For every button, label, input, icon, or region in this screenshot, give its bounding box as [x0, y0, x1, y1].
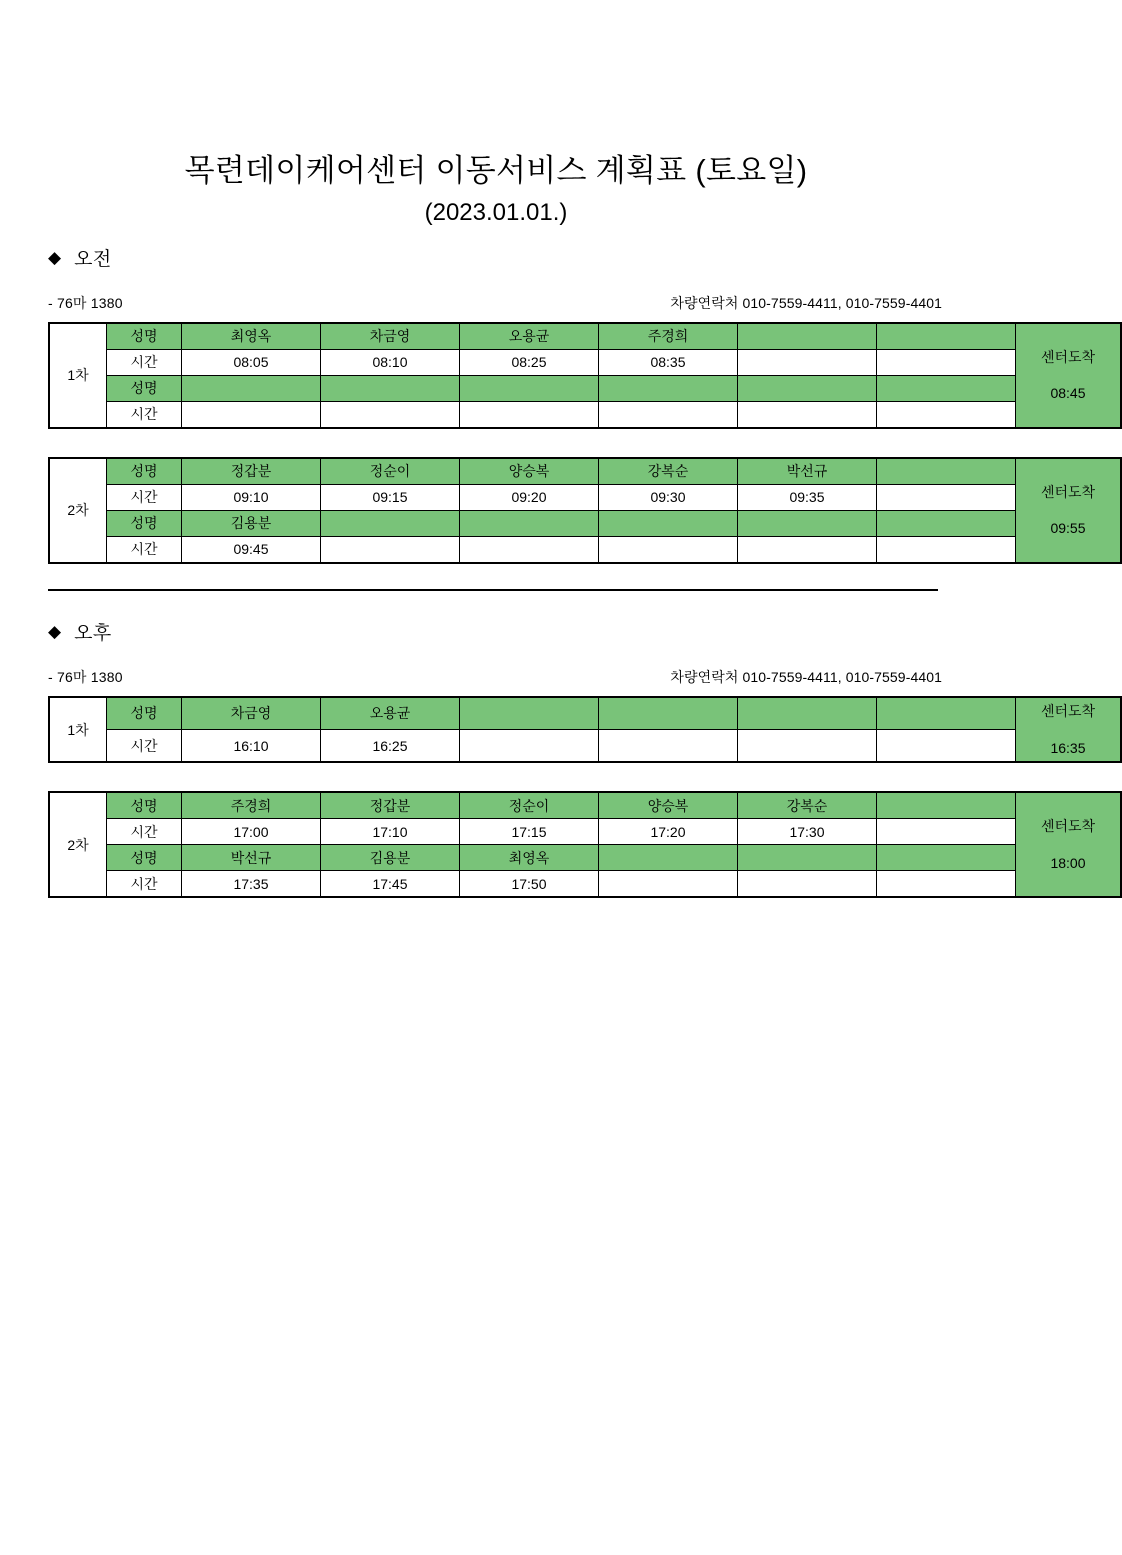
pickup-time-cell: 09:15 [321, 484, 460, 510]
arrival-time: 18:00 [1050, 854, 1086, 871]
pickup-time-cell: 09:45 [182, 536, 321, 563]
table-row [49, 845, 1121, 871]
passenger-name-cell [460, 375, 599, 401]
passenger-name-cell [877, 845, 1016, 871]
passenger-name-cell: 김용분 [182, 510, 321, 536]
sections-container [0, 244, 1096, 898]
title-block [0, 152, 992, 228]
passenger-name-cell [738, 323, 877, 350]
pickup-time-cell [182, 401, 321, 428]
passenger-name-cell: 박선규 [738, 458, 877, 485]
passenger-name-cell: 오용균 [460, 323, 599, 350]
table-row [49, 323, 1121, 350]
pickup-time-cell [321, 401, 460, 428]
schedule-table-morning-trip1 [48, 322, 1122, 429]
trip-label: 1차 [49, 697, 107, 762]
center-arrival-cell [1016, 323, 1122, 428]
pickup-time-cell [877, 349, 1016, 375]
passenger-name-cell [738, 697, 877, 730]
pickup-time-cell [599, 401, 738, 428]
vehicle-info-row [48, 667, 944, 687]
pickup-time-cell: 17:15 [460, 819, 599, 845]
row-header-time: 시간 [107, 871, 182, 898]
passenger-name-cell: 박선규 [182, 845, 321, 871]
pickup-time-cell [599, 871, 738, 898]
passenger-name-cell [877, 697, 1016, 730]
table-row [49, 697, 1121, 730]
center-arrival-cell [1016, 792, 1122, 897]
divider-wrapper [0, 589, 992, 618]
table-row [49, 536, 1121, 563]
passenger-name-cell: 최영옥 [182, 323, 321, 350]
pickup-time-cell: 09:10 [182, 484, 321, 510]
row-header-name: 성명 [107, 792, 182, 819]
document-page [0, 152, 1096, 1555]
pickup-time-cell: 09:30 [599, 484, 738, 510]
passenger-name-cell: 강복순 [738, 792, 877, 819]
pickup-time-cell: 09:20 [460, 484, 599, 510]
passenger-name-cell: 양승복 [599, 792, 738, 819]
center-arrival-cell [1016, 458, 1122, 563]
arrival-label: 센터도착 [1040, 348, 1096, 365]
pickup-time-cell [738, 401, 877, 428]
pickup-time-cell [877, 730, 1016, 763]
vehicle-info-row [48, 293, 944, 313]
pickup-time-cell [877, 484, 1016, 510]
passenger-name-cell: 최영옥 [460, 845, 599, 871]
pickup-time-cell [460, 730, 599, 763]
row-header-time: 시간 [107, 349, 182, 375]
trip-label: 2차 [49, 458, 107, 563]
page-title: 목련데이케어센터 이동서비스 계획표 (토요일) [184, 153, 808, 188]
arrival-inner [1018, 344, 1118, 407]
table-row [49, 871, 1121, 898]
arrival-time: 09:55 [1050, 520, 1086, 537]
pickup-time-cell: 17:30 [738, 819, 877, 845]
passenger-name-cell [182, 375, 321, 401]
pickup-time-cell: 17:50 [460, 871, 599, 898]
schedule-table-afternoon-trip1 [48, 696, 1122, 763]
pickup-time-cell [738, 349, 877, 375]
arrival-label: 센터도착 [1040, 702, 1096, 719]
passenger-name-cell [599, 697, 738, 730]
pickup-time-cell [738, 871, 877, 898]
section-morning [0, 244, 1096, 564]
passenger-name-cell: 오용균 [321, 697, 460, 730]
table-row [49, 792, 1121, 819]
pickup-time-cell [599, 536, 738, 563]
section-heading-morning [48, 244, 944, 271]
row-header-time: 시간 [107, 730, 182, 763]
spacer [48, 591, 944, 618]
pickup-time-cell [738, 730, 877, 763]
pickup-time-cell [321, 536, 460, 563]
row-header-time: 시간 [107, 484, 182, 510]
arrival-inner [1018, 698, 1118, 761]
passenger-name-cell: 양승복 [460, 458, 599, 485]
arrival-time: 08:45 [1050, 385, 1086, 402]
table-row [49, 349, 1121, 375]
passenger-name-cell: 정갑분 [321, 792, 460, 819]
pickup-time-cell [877, 536, 1016, 563]
row-header-name: 성명 [107, 510, 182, 536]
row-header-time: 시간 [107, 536, 182, 563]
pickup-time-cell [877, 819, 1016, 845]
table-row [49, 458, 1121, 485]
passenger-name-cell: 차금영 [182, 697, 321, 730]
row-header-name: 성명 [107, 323, 182, 350]
passenger-name-cell: 정순이 [321, 458, 460, 485]
diamond-bullet-icon: ◆ [48, 247, 62, 267]
passenger-name-cell [877, 458, 1016, 485]
pickup-time-cell [460, 401, 599, 428]
vehicle-contact-phone: 차량연락처 010-7559-4411, 010-7559-4401 [670, 668, 942, 685]
schedule-table-afternoon-trip2 [48, 791, 1122, 898]
pickup-time-cell: 17:00 [182, 819, 321, 845]
pickup-time-cell: 08:25 [460, 349, 599, 375]
trip-label: 2차 [49, 792, 107, 897]
passenger-name-cell: 주경희 [599, 323, 738, 350]
center-arrival-cell [1016, 697, 1122, 762]
table-row [49, 510, 1121, 536]
pickup-time-cell: 08:35 [599, 349, 738, 375]
passenger-name-cell: 강복순 [599, 458, 738, 485]
row-header-time: 시간 [107, 819, 182, 845]
passenger-name-cell [877, 375, 1016, 401]
passenger-name-cell [738, 510, 877, 536]
passenger-name-cell [877, 323, 1016, 350]
table-gap [48, 429, 944, 448]
passenger-name-cell [599, 375, 738, 401]
pickup-time-cell: 08:10 [321, 349, 460, 375]
schedule-table-morning-trip2 [48, 457, 1122, 564]
spacer [0, 228, 992, 244]
pickup-time-cell: 17:20 [599, 819, 738, 845]
arrival-inner [1018, 813, 1118, 876]
section-heading-label: 오후 [74, 622, 112, 644]
arrival-label: 센터도착 [1040, 818, 1096, 835]
pickup-time-cell: 16:10 [182, 730, 321, 763]
arrival-label: 센터도착 [1040, 483, 1096, 500]
vehicle-plate-number: - 76마 1380 [48, 668, 123, 685]
arrival-time: 16:35 [1050, 739, 1086, 756]
table-row [49, 819, 1121, 845]
table-row [49, 375, 1121, 401]
table-gap [48, 763, 944, 782]
passenger-name-cell [321, 510, 460, 536]
passenger-name-cell: 주경희 [182, 792, 321, 819]
section-heading-label: 오전 [74, 248, 112, 270]
vehicle-plate-number: - 76마 1380 [48, 294, 123, 311]
row-header-name: 성명 [107, 845, 182, 871]
pickup-time-cell [877, 401, 1016, 428]
section-heading-afternoon [48, 618, 944, 645]
passenger-name-cell: 차금영 [321, 323, 460, 350]
section-afternoon [0, 618, 1096, 898]
table-row [49, 730, 1121, 763]
passenger-name-cell: 정갑분 [182, 458, 321, 485]
passenger-name-cell [460, 697, 599, 730]
pickup-time-cell [599, 730, 738, 763]
page-subtitle: (2023.01.01.) [424, 198, 568, 226]
pickup-time-cell: 17:45 [321, 871, 460, 898]
passenger-name-cell [738, 375, 877, 401]
diamond-bullet-icon: ◆ [48, 621, 62, 641]
passenger-name-cell: 김용분 [321, 845, 460, 871]
row-header-name: 성명 [107, 458, 182, 485]
row-header-time: 시간 [107, 401, 182, 428]
pickup-time-cell [460, 536, 599, 563]
pickup-time-cell: 16:25 [321, 730, 460, 763]
pickup-time-cell: 17:10 [321, 819, 460, 845]
table-row [49, 401, 1121, 428]
vehicle-contact-phone: 차량연락처 010-7559-4411, 010-7559-4401 [670, 294, 942, 311]
passenger-name-cell [877, 510, 1016, 536]
arrival-inner [1018, 479, 1118, 542]
pickup-time-cell: 08:05 [182, 349, 321, 375]
passenger-name-cell [599, 510, 738, 536]
passenger-name-cell [599, 845, 738, 871]
passenger-name-cell [738, 845, 877, 871]
trip-label: 1차 [49, 323, 107, 428]
pickup-time-cell: 09:35 [738, 484, 877, 510]
row-header-name: 성명 [107, 697, 182, 730]
row-header-name: 성명 [107, 375, 182, 401]
pickup-time-cell [738, 536, 877, 563]
table-row [49, 484, 1121, 510]
passenger-name-cell [321, 375, 460, 401]
passenger-name-cell: 정순이 [460, 792, 599, 819]
pickup-time-cell: 17:35 [182, 871, 321, 898]
passenger-name-cell [877, 792, 1016, 819]
pickup-time-cell [877, 871, 1016, 898]
passenger-name-cell [460, 510, 599, 536]
